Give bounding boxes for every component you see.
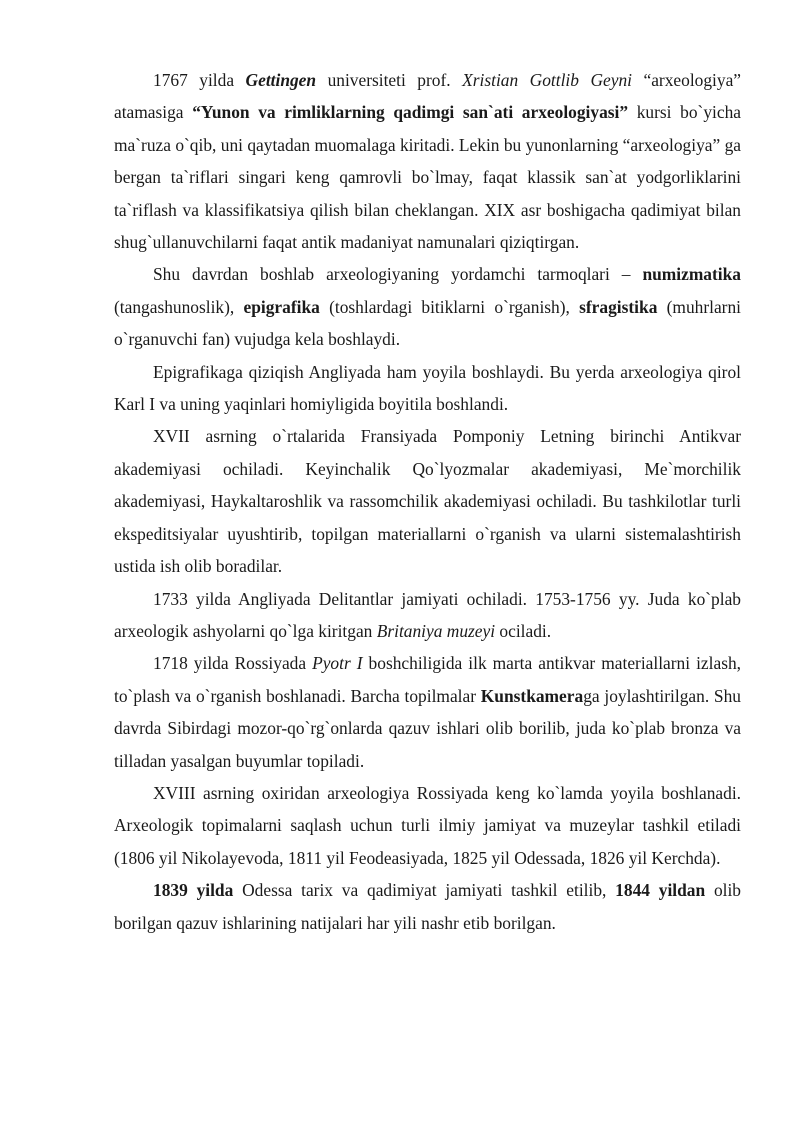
text-run: 1767 yilda <box>153 70 246 90</box>
text-run: (tangashunoslik), <box>114 296 244 317</box>
text-run: ociladi. <box>495 620 552 641</box>
paragraph-auxiliary-branches <box>114 258 741 355</box>
text-run: boshchiligida ilk marta antikvar materiallarni izlash, to`plash va o`rganish boshlanadi. Barcha topilmalar <box>114 653 742 706</box>
paragraph-england <box>114 356 741 421</box>
course-title: “Yunon va rimliklarning qadimgi san`ati arxeologiyasi” <box>192 102 629 123</box>
paragraph-odessa-society <box>114 874 741 939</box>
year-1844: 1844 yildan <box>615 880 706 901</box>
university-name: Gettingen <box>245 70 317 90</box>
kunstkamera: Kunstkamera <box>480 685 584 706</box>
text-run: ga joylashtirilgan. Shu davrda Sibirdagi mozor-qo`rg`onlarda qazuv ishlari olib borilib, juda ko`plab bronza va tilladan yasalgan buyumlar topiladi. <box>114 685 741 771</box>
text-run: Shu davrdan boshlab arxeologiyaning yordamchi tarmoqlari – <box>153 264 643 285</box>
text-run: XVIII asrning oxiridan arxeologiya Rossiyada keng ko`lamda yoyila boshlanadi. Arxeologik topimalarni saqlash uchun turli ilmiy jamiyat va muzeylar tashkil etiladi (1806 yil Nikolayevoda, 1811 yil Feodeasiyada, 1825 yil Odessada, 1826 yil Kerchda). <box>114 782 741 868</box>
text-run: (toshlardagi bitiklarni o`rganish), <box>319 296 580 317</box>
paragraph-france <box>114 420 741 582</box>
term-epigrafika: epigrafika <box>243 296 320 317</box>
british-museum: Britaniya muzeyi <box>376 620 496 641</box>
text-run: kursi bo`yicha ma`ruza o`qib, uni qaytadan muomalaga kiritadi. Lekin bu yunonlarning “arxeologiya” ga bergan ta`riflari singari keng qamrovli bo`lmay, faqat klassik san`at yodgorliklarini ta`riflash va klassifikatsiya qilish bilan cheklangan. XIX asr boshigacha qadimiyat bilan shug`ullanuvchilarni faqat antik madaniyat namunalari qiziqtirgan. <box>114 102 741 253</box>
professor-name: Xristian Gottlib Geyni <box>462 70 632 90</box>
paragraph-dilettanti <box>114 583 741 648</box>
paragraph-gettingen <box>114 64 741 258</box>
text-run: olib borilgan qazuv ishlarining natijalari har yili nashr etib borilgan. <box>114 880 742 933</box>
text-run: 1718 yilda Rossiyada <box>153 653 313 674</box>
paragraph-russia-xviii <box>114 777 741 874</box>
text-run: Epigrafikaga qiziqish Angliyada ham yoyila boshlaydi. Bu yerda arxeologiya qirol Karl I va uning yaqinlari homiyligida boyitila boshlandi. <box>114 361 741 415</box>
text-run: universiteti prof. <box>316 70 463 90</box>
document-page <box>114 64 741 939</box>
text-run: (muhrlarni o`rganuvchi fan) vujudga kela boshlaydi. <box>114 296 741 350</box>
peter-the-first: Pyotr I <box>312 653 363 674</box>
text-run: 1733 yilda Angliyada Delitantlar jamiyati ochiladi. 1753-1756 yy. Juda ko`plab arxeologik ashyolarni qo`lga kiritgan <box>114 588 741 641</box>
text-run: XVII asrning o`rtalarida Fransiyada Pomponiy Letning birinchi Antikvar akademiyasi ochiladi. Keyinchalik Qo`lyozmalar akademiyasi, Me`morchilik akademiyasi, Haykaltaroshlik va rassomchilik akademiyasi ochiladi. Bu tashkilotlar turli ekspeditsiyalar uyushtirib, topilgan materiallarni o`rganish va ularni sistemalashtirish ustida ish olib boradilar. <box>114 426 741 577</box>
text-run: “arxeologiya” atamasiga <box>114 70 742 123</box>
term-sfragistika: sfragistika <box>579 296 658 317</box>
term-numizmatika: numizmatika <box>642 264 741 285</box>
paragraph-russia-1718 <box>114 647 741 777</box>
year-1839: 1839 yilda <box>153 880 234 901</box>
text-run: Odessa tarix va qadimiyat jamiyati tashkil etilib, <box>233 880 616 901</box>
